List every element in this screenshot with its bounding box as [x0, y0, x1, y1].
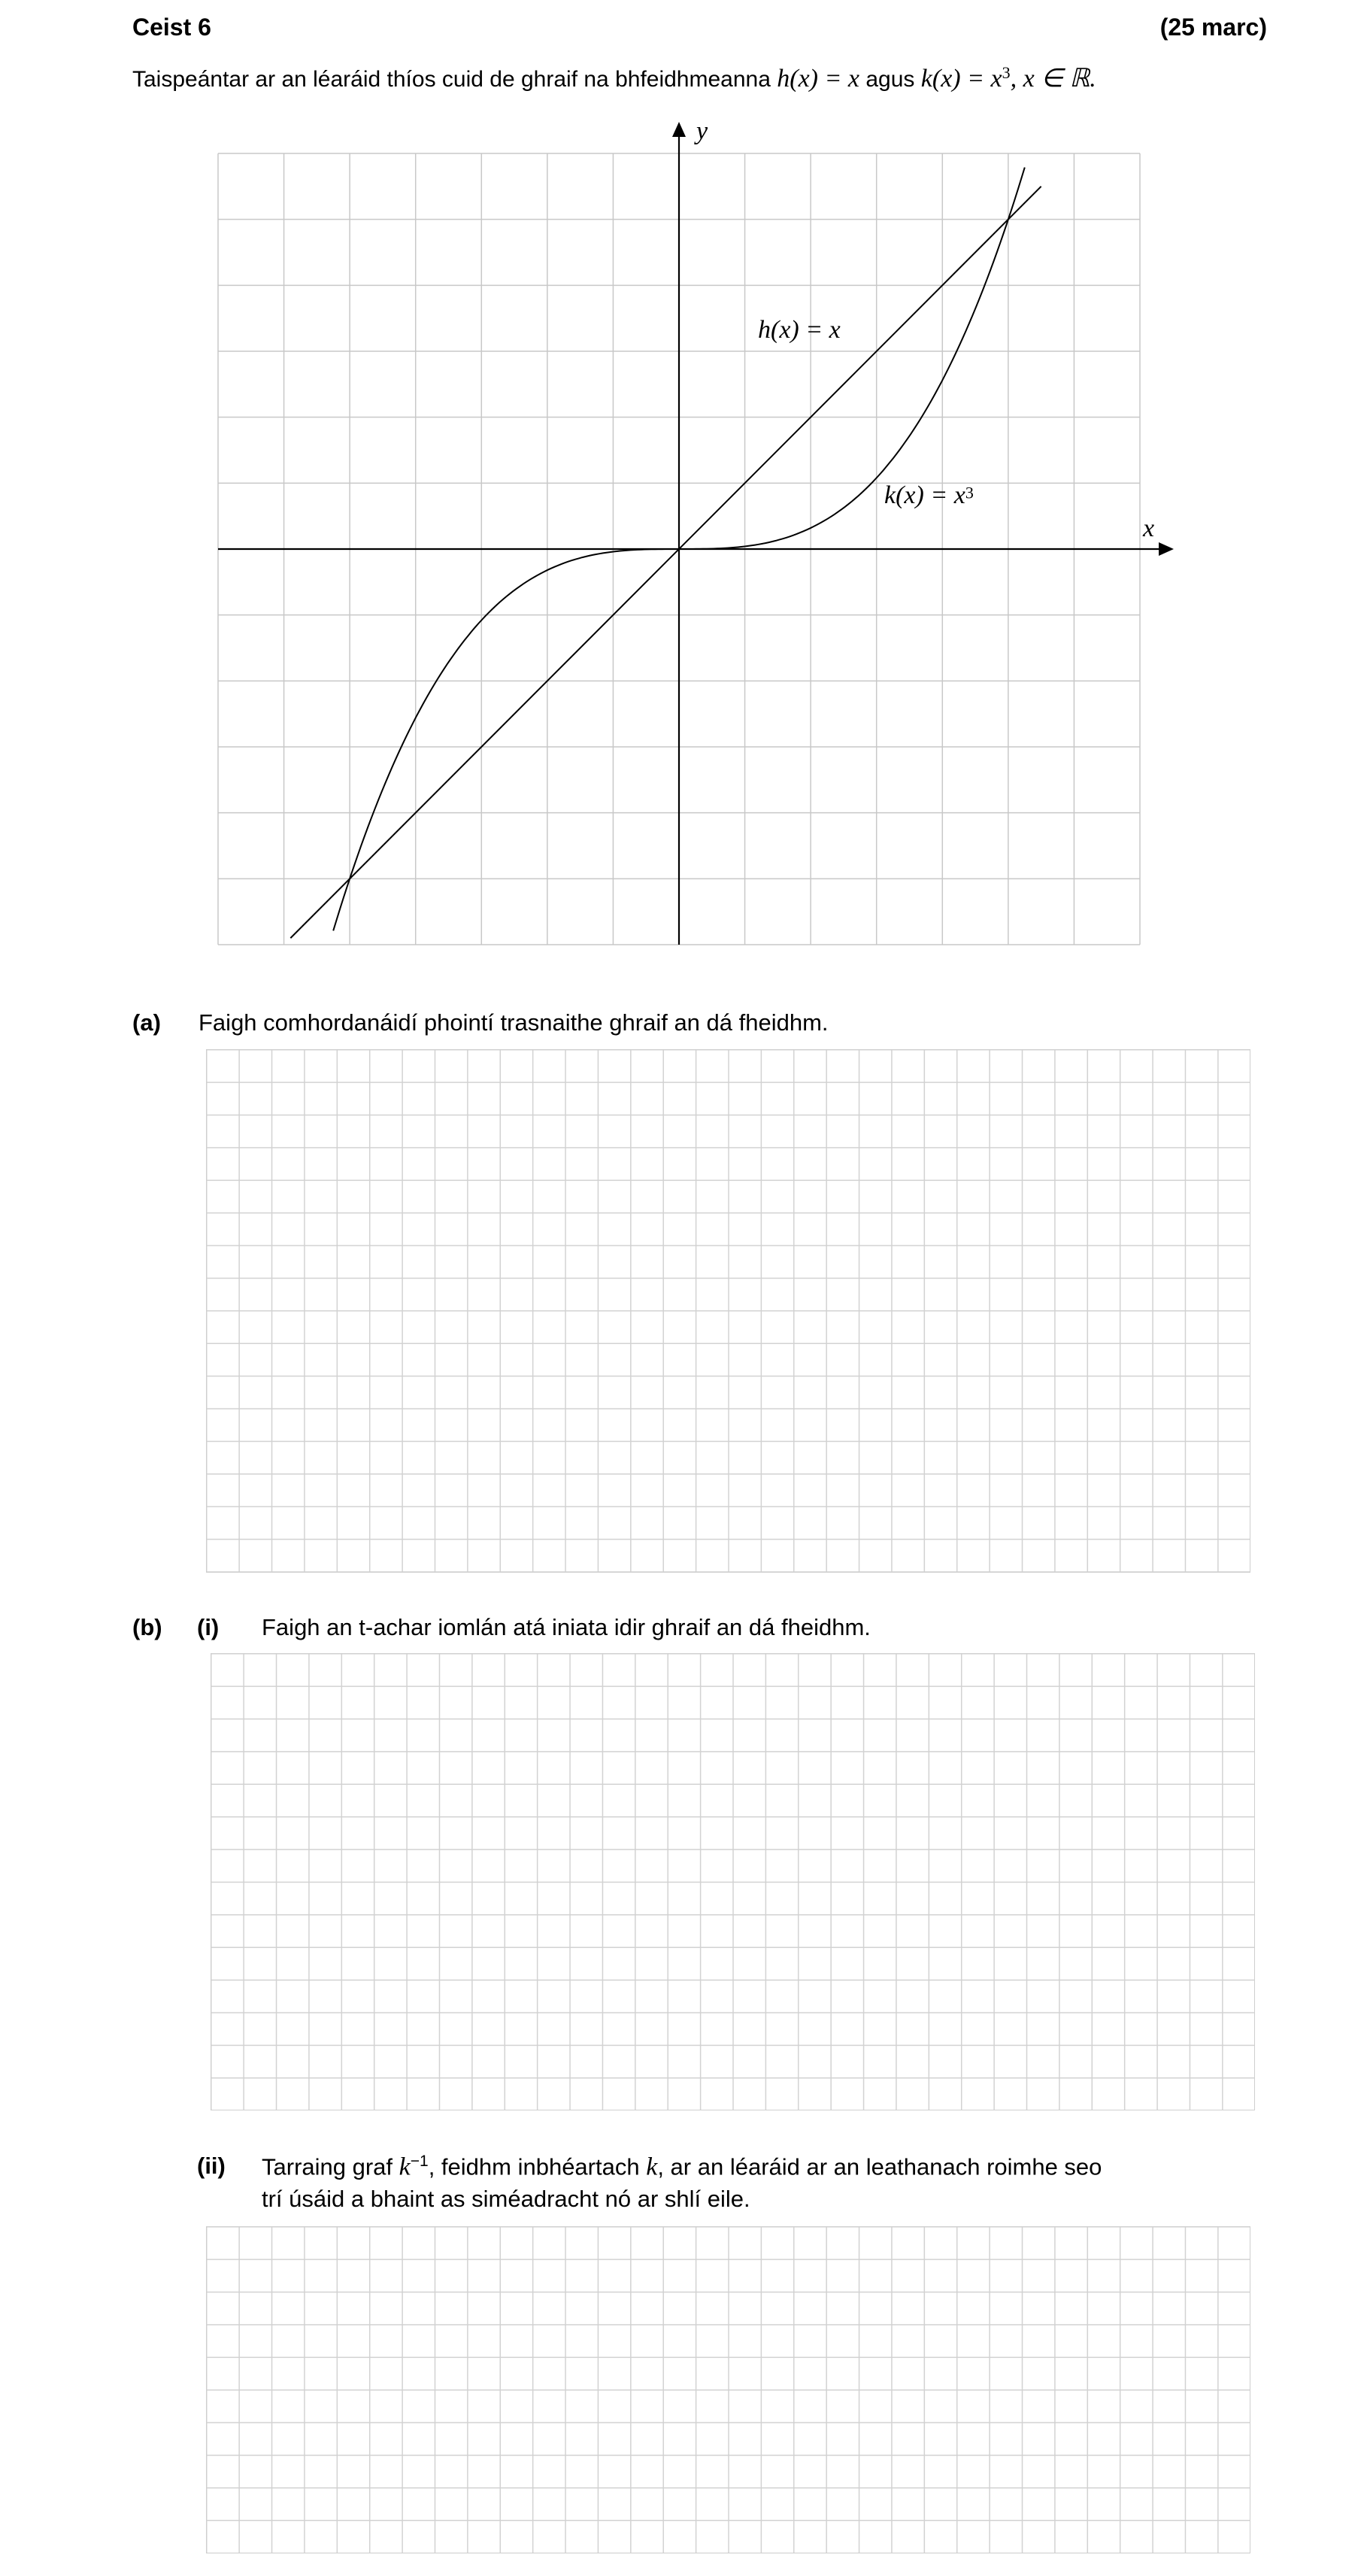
t1: Tarraing graf	[262, 2153, 393, 2180]
intro-and: agus	[865, 67, 915, 92]
intro-lead: Taispeántar ar an léaráid thíos cuid de ghraif na bhfeidhmeanna	[132, 67, 771, 92]
k-label-exp: 3	[965, 483, 974, 502]
part-a-label: (a)	[132, 1009, 161, 1036]
inverse-exp: −1	[410, 2153, 429, 2170]
k-label-wrap	[884, 481, 974, 510]
part-b-i-label: (i)	[197, 1614, 220, 1640]
k-definition: k(x) = x	[920, 65, 1002, 93]
domain: , x ∈ ℝ.	[1010, 65, 1096, 93]
k-label: k(x) = x	[884, 481, 965, 509]
h-label: h(x) = x	[758, 316, 841, 344]
function-graph	[0, 0, 1367, 978]
t2: , feidhm inbhéartach	[428, 2153, 640, 2180]
part-b-ii-line2: trí úsáid a bhaint as siméadracht nó ar shlí eile.	[262, 2186, 750, 2212]
part-b-i-text: Faigh an t-achar iomlán atá iniata idir ghraif an dá fheidhm.	[262, 1614, 871, 1640]
x-axis-label: x	[1143, 514, 1155, 542]
k-exponent: 3	[1002, 63, 1011, 82]
y-axis-arrow-icon	[672, 122, 686, 137]
axes	[218, 122, 1174, 945]
t3: , ar an léaráid ar an leathanach roimhe seo	[657, 2153, 1102, 2180]
k-symbol: k	[399, 2153, 411, 2181]
answer-grid-b-ii[interactable]	[206, 2226, 1250, 2553]
h-definition: h(x) = x	[777, 65, 860, 93]
question-number: Ceist 6	[132, 14, 211, 41]
part-b-ii-line1	[262, 2153, 1102, 2181]
marks: (25 marc)	[1159, 14, 1267, 41]
h-line	[290, 187, 1041, 938]
y-axis-label: y	[696, 117, 708, 145]
part-b-ii-label: (ii)	[197, 2153, 226, 2179]
k-symbol-2: k	[646, 2153, 658, 2181]
x-axis-arrow-icon	[1159, 542, 1174, 556]
part-b-label: (b)	[132, 1614, 162, 1640]
answer-grid-b-i[interactable]	[211, 1653, 1255, 2110]
answer-grid-a[interactable]	[206, 1049, 1250, 1573]
part-a-text: Faigh comhordanáidí phointí trasnaithe ghraif an dá fheidhm.	[199, 1009, 829, 1036]
